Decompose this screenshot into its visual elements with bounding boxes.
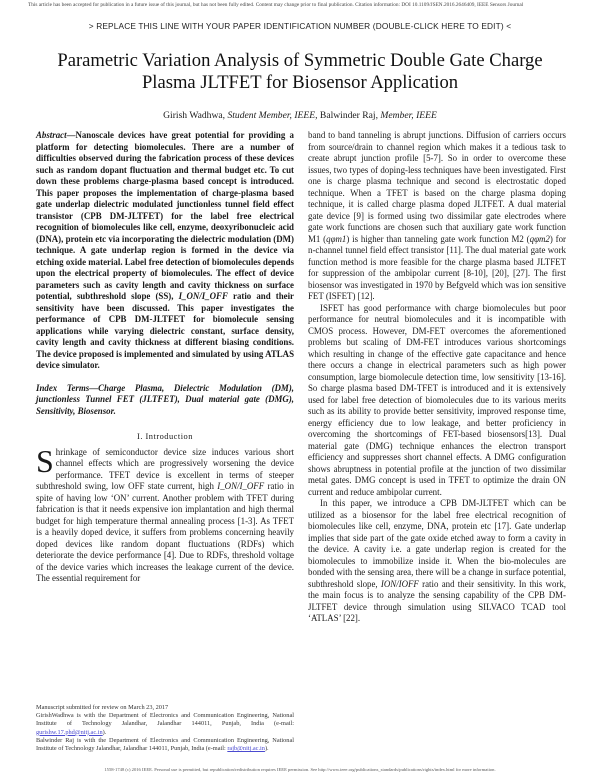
work-function-symbol-1: qφm1	[326, 233, 347, 244]
email-link-author-2[interactable]: rajb@nitj.ac.in	[227, 745, 265, 753]
footnote-author-1	[36, 712, 294, 737]
right-p1-text-a: band to band tanneling is abrupt junctions. Diffusion of carriers occurs from source/drain to channel region which makes it a tedious task to create abrupt junction profile [5-7]. So in order to overcome these issues, two types of doping-less techniques have been investigated. First one is charge plasma technique and second is electrostatic doped technique. When a TFET is based on the charge plasma doping technique, it is called charge plasma doped JLTFET. A dual material gate device [9] is formed using two dissimilar gate electrodes where gate work functions are chosen such that auxiliary gate work function M1 (	[308, 130, 566, 244]
right-p3-text-b: ratio and their sensitivity. In this work, the main focus is to analyze the sensing capability of the CPB DM-JLTFET device through simulation using SILVACO TCAD tool ‘ATLAS’ [22].	[308, 578, 566, 623]
footnote-manuscript: Manuscript submitted for review on March 23, 2017	[36, 704, 169, 711]
right-ratio-symbol: ION/IOFF	[380, 578, 419, 589]
footnote-author-1-text: GirishWadhwa is with the Department of Electronics and Communication Engineering, National Institute of Technology Jalandhar, Jalandhar 144011, Punjab, India (e-mail:	[36, 712, 294, 728]
paper-id-placeholder[interactable]: > REPLACE THIS LINE WITH YOUR PAPER IDENTIFICATION NUMBER (DOUBLE-CLICK HERE TO EDIT) <	[88, 21, 512, 31]
right-column	[308, 130, 566, 625]
intro-text-b: ratio in spite of having low ‘ON’ current. Another problem with TFET during fabrication is that it needs expensive ion implantation and high thermal budget for high temperature thermal annealing process [1-3]. As TFET is a heavily doped device, it suffers from problems concerning heavily doped devices like random dopant fluctuations (RDFs) which deteriorate the device performance [4]. Due to RDFs, threshold voltage of the device varies which increases the leakage current of the device. The essential requirement for	[36, 481, 295, 583]
author-line	[0, 110, 600, 121]
right-paragraph-3	[308, 498, 566, 625]
abstract-text: —Nanoscale devices have great potential for providing a platform for detecting biomolecules. There are a number of difficulties observed during the fabrication process of these devices such as random dopant fluctuation and thermal budget etc. To cut down these problems charge-plasma based concept is introduced. This paper proposes the implementation of charge-plasma based gate underlap dielectric modulated junctionless tunnel field effect transistor (CPB DM-JLTFET) for the label free electrical recognition of biomolecules like cell, enzyme, deoxyribonucleic acid (DNA), protein etc via incorporating the dielectric modulation (DM) technique. A gate underlap region is formed in the device via etching oxide material. Label free detection of biomolecules depends upon the electrical property of biomolecules. The effect of device parameters such as cavity length and cavity thickness on surface potential, subthreshold slope (SS),	[36, 130, 294, 301]
drop-cap: S	[36, 442, 54, 479]
right-p1-text-c: ) for n-channel tunnel field effect transistor [11]. The dual material gate work function method is more feasible for the charge plasma based JLTFET for suppression of the ambipolar current [8-10], [20], [27]. The first biosensor was investigated in 1970 by Befgveld which was ion sensitive FET (ISFET) [12].	[308, 233, 566, 301]
footnotes	[36, 704, 294, 753]
author-1-name: Girish Wadhwa,	[163, 110, 228, 121]
left-column	[36, 130, 294, 585]
author-2-role: Member, IEEE	[380, 110, 437, 121]
section-heading-introduction: I. Introduction	[137, 432, 193, 441]
index-terms: Index Terms—Charge Plasma, Dielectric Modulation (DM), junctionless Tunnel FET (JLTFET), Dual material gate (DMG), Sensitivity, Biosensor.	[36, 382, 294, 416]
footnote-author-2	[36, 737, 294, 753]
footnote-author-2-text: Balwinder Raj is with the Department of Electronics and Communication Engineering, National Institute of Technology Jalandhar, Jalandhar 144011, Punjab, India (e-mail:	[36, 736, 294, 753]
right-paragraph-1	[308, 130, 566, 303]
abstract-text-end: ratio and their sensitivity have been discussed. This paper investigates the performance of CPB DM-JLTFET for biomolecule sensing applications while varying dielectric constant, surface density, cavity length and cavity thickness at different biasing conditions. The device proposed is implemented and simulated by using ATLAS device simulator.	[36, 291, 295, 370]
abstract-label: Abstract	[36, 130, 67, 140]
email-link-author-1[interactable]: gurishw.17.phd@nitj.ac.in	[36, 728, 103, 736]
work-function-symbol-2: qφm2	[529, 233, 550, 244]
right-paragraph-2: ISFET has good performance with charge biomolecules but poor performance for neutral biomolecules and it is incompatible with CMOS process. However, DM-FET overcomes the aforementioned problems but scaling of DM-FET introduces various shortcomings which resulting in change of the effective gate capacitance and hence there occurs a change in electrical parameters such as high power consumption, large biomolecule detection time, low sensitivity [13-16]. So charge plasma based DM-TFET is introduced and it is extensively used for label free detection of biomolecules due to its various merits such as its ability to provide better sensitivity, improved response time, energy efficiency due to low leakage, and better proficiency in overcoming the shortcomings of FET-based biosensors[13]. Dual material gate (DMG) technique enhances the electron transport efficiency and suppresses short channel effects. A DMG configuration shows abruptness in potential profile at the junction of two dissimilar metal gates. DMG concept is used in TFET to optimize the drain ON current and reduce ambipolar current.	[308, 302, 566, 497]
author-2-name: Balwinder Raj,	[317, 110, 381, 121]
intro-ratio-symbol: I_ON/I_OFF	[217, 481, 265, 491]
abstract	[36, 130, 294, 372]
right-p1-text-b: ) is higher than tanneling gate work function M2 (	[346, 233, 530, 244]
right-p3-text-a: In this paper, we introduce a CPB DM-JLTFET which can be utilized as a biosensor for the label free electrical recognition of biomolecules like cell, enzyme, DNA, protein etc [17]. Gate underlap implies that side part of the gate oxide etched away to form a cavity in the device. A cavity i.e. a gate underlap region is created for the biomolecules to immobilize inside it. When the bio-molecules are bonded with the sensing area, there will be a change in surface potential, subthreshold slope,	[308, 498, 566, 589]
footnote-author-2-end: ).	[264, 745, 269, 753]
intro-text-a: hrinkage of semiconductor device size induces various short channel effects which are progressively worsening the device performance. TFET device is excellent in terms of steeper subthreshold swing, low OFF state current, high	[36, 446, 294, 491]
author-1-role: Student Member, IEEE,	[227, 110, 318, 121]
copyright-footer: 1558-1748 (c) 2016 IEEE. Personal use is permitted, but republication/redistribution requires IEEE permission. See http://www.ieee.org/publications_standards/publications/rights/index.html for more information.	[104, 767, 496, 772]
paper-title: Parametric Variation Analysis of Symmetric Double Gate Charge Plasma JLTFET for Biosensor Application	[57, 50, 543, 93]
ratio-symbol: I_ON/I_OFF	[178, 291, 228, 301]
intro-paragraph	[36, 442, 295, 585]
publication-note: This article has been accepted for publication in a future issue of this journal, but has not been fully edited. Content may change prior to final publication. Citation information: DOI 10.1109/JSEN.2016.2646409, IEEE Sensors Journal	[28, 2, 524, 8]
footnote-author-1-end: ).	[102, 728, 107, 736]
